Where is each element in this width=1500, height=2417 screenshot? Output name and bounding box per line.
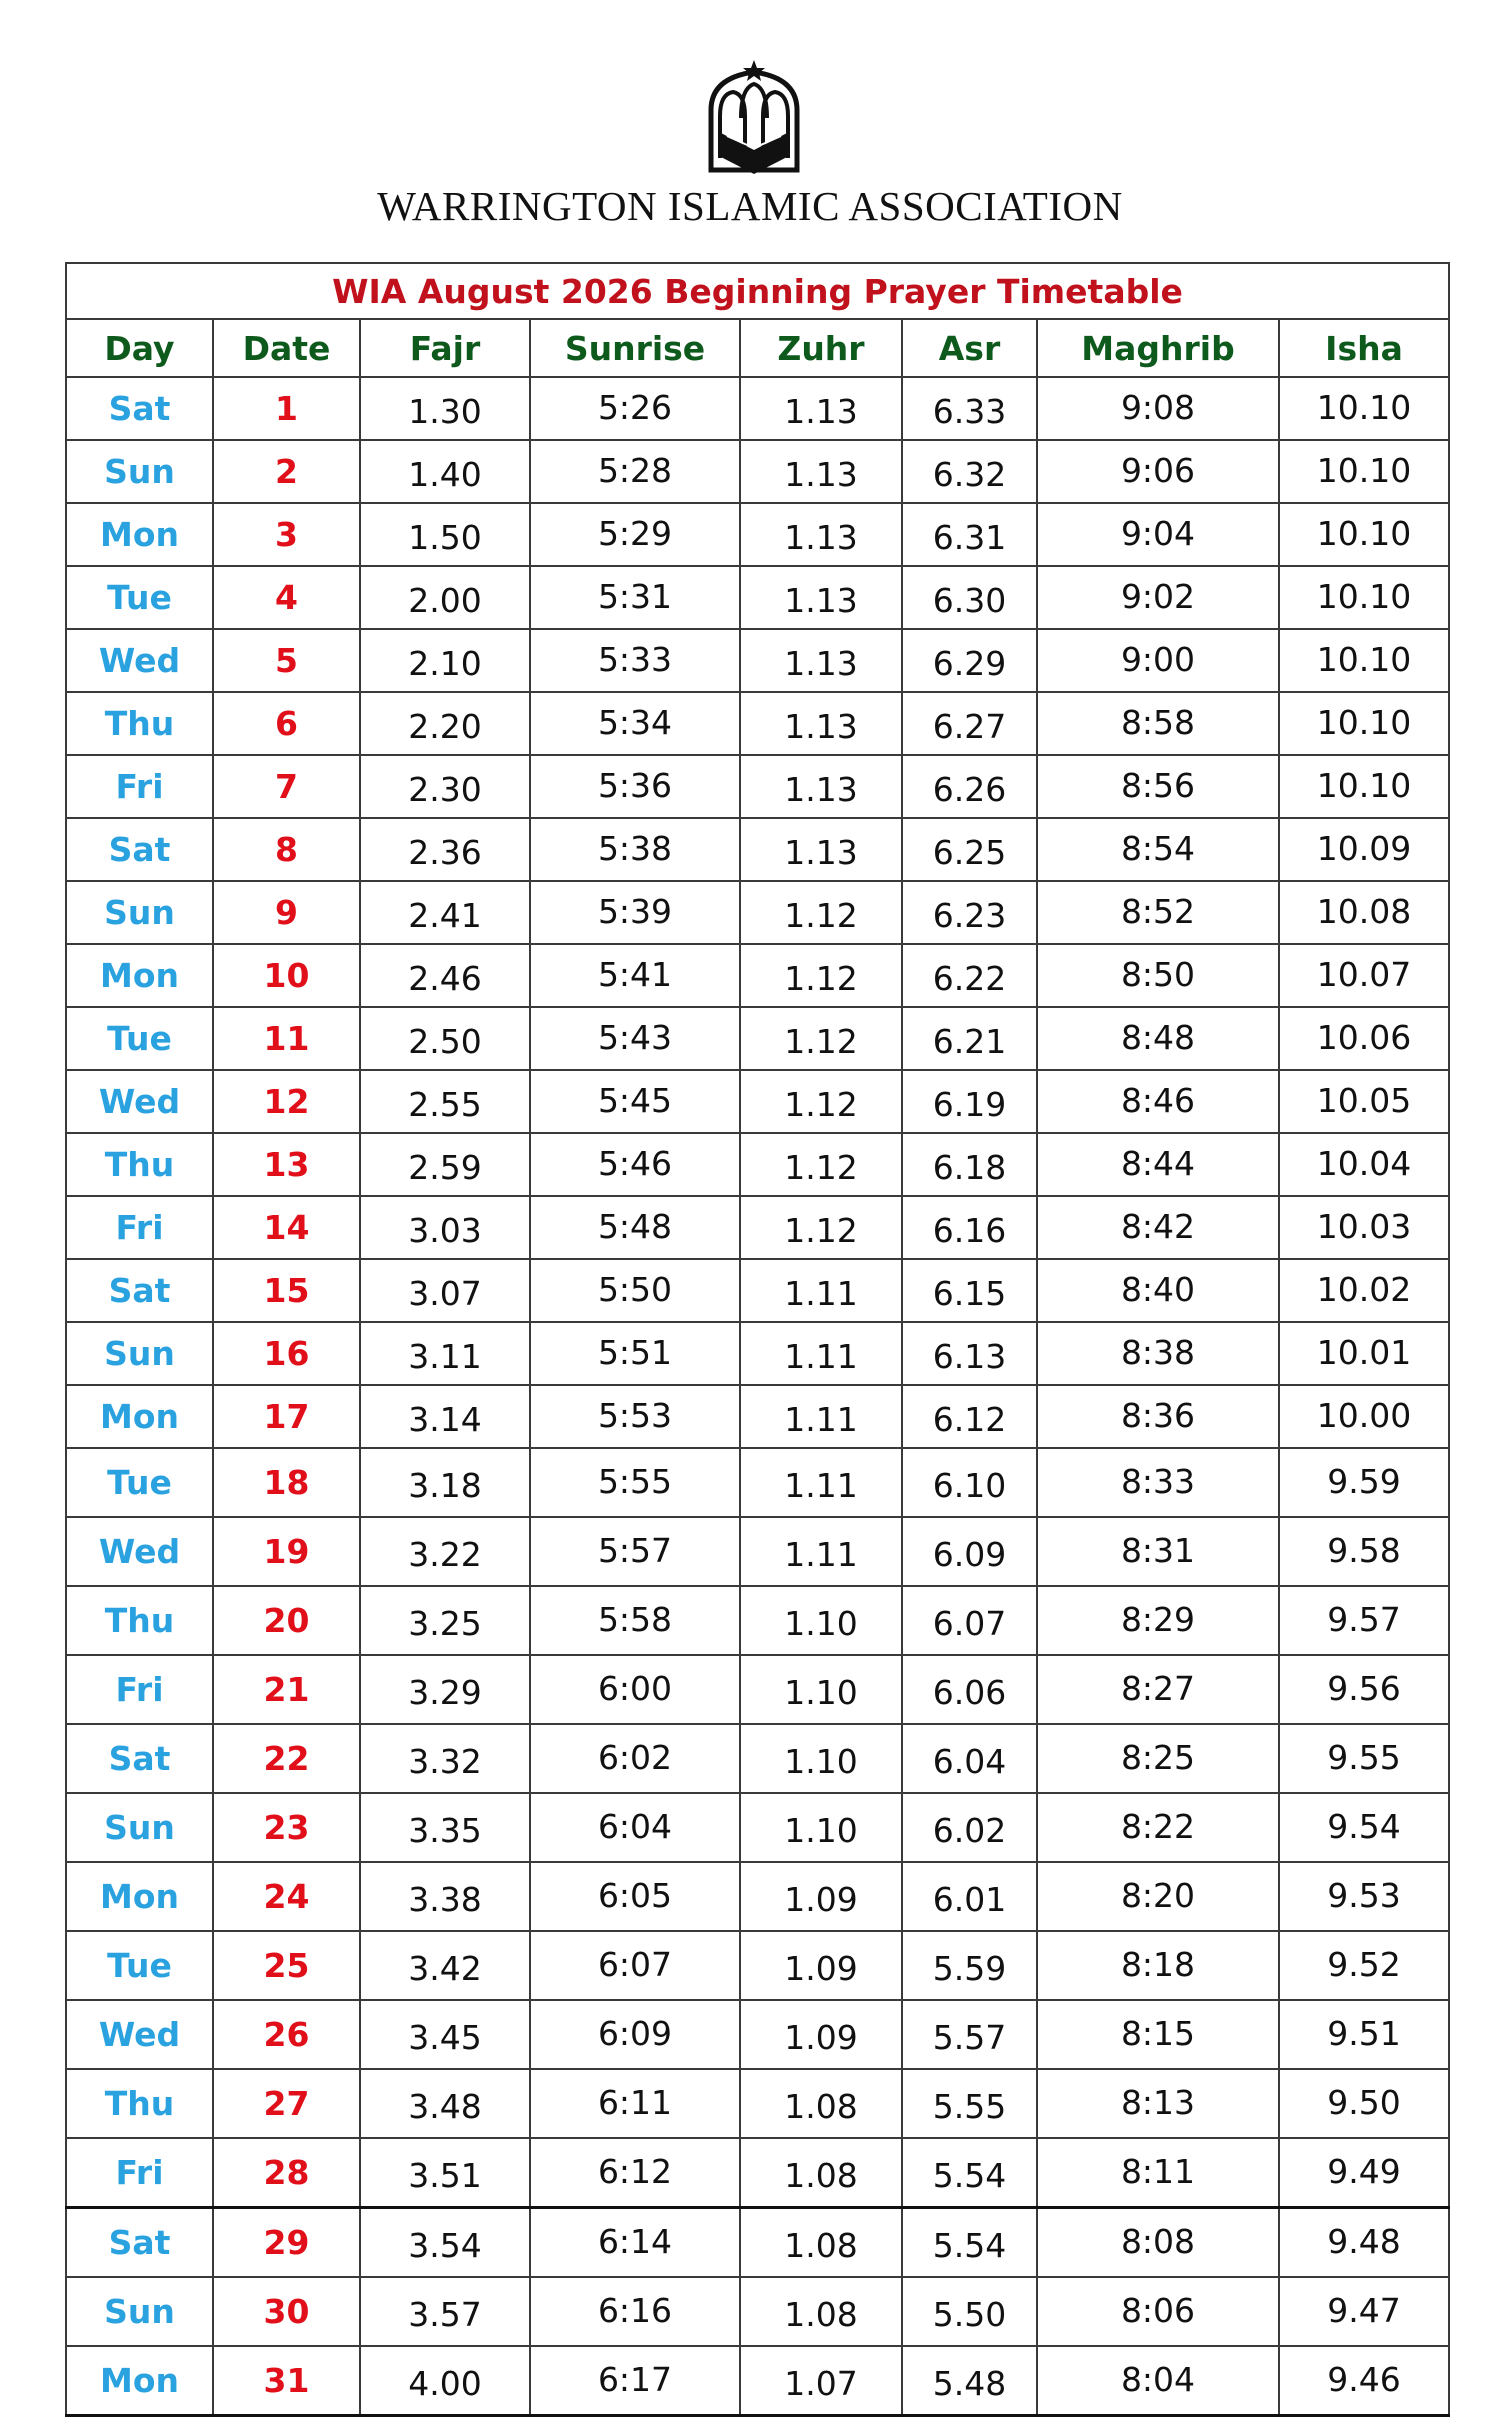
maghrib-cell: 9:02 [1037, 566, 1279, 629]
zuhr-cell: 1.12 [740, 1133, 902, 1196]
date-cell: 11 [213, 1007, 360, 1070]
day-cell: Fri [66, 2138, 213, 2208]
maghrib-cell: 8:58 [1037, 692, 1279, 755]
day-cell: Sat [66, 1724, 213, 1793]
isha-cell: 10.10 [1279, 440, 1449, 503]
maghrib-cell: 8:54 [1037, 818, 1279, 881]
fajr-cell: 3.48 [360, 2069, 530, 2138]
date-cell: 18 [213, 1448, 360, 1517]
fajr-cell: 3.03 [360, 1196, 530, 1259]
day-cell: Tue [66, 1448, 213, 1517]
sunrise-cell: 5:51 [530, 1322, 740, 1385]
isha-cell: 10.10 [1279, 692, 1449, 755]
isha-cell: 9.54 [1279, 1793, 1449, 1862]
table-row [66, 1259, 1449, 1322]
isha-cell: 10.03 [1279, 1196, 1449, 1259]
zuhr-cell: 1.13 [740, 566, 902, 629]
date-cell: 27 [213, 2069, 360, 2138]
day-cell: Wed [66, 2000, 213, 2069]
isha-cell: 9.58 [1279, 1517, 1449, 1586]
table-row [66, 818, 1449, 881]
day-cell: Thu [66, 692, 213, 755]
fajr-cell: 1.40 [360, 440, 530, 503]
zuhr-cell: 1.10 [740, 1586, 902, 1655]
table-row [66, 377, 1449, 440]
sunrise-cell: 5:50 [530, 1259, 740, 1322]
maghrib-cell: 8:50 [1037, 944, 1279, 1007]
sunrise-cell: 6:12 [530, 2138, 740, 2208]
isha-cell: 9.48 [1279, 2208, 1449, 2278]
sunrise-cell: 5:31 [530, 566, 740, 629]
sunrise-cell: 5:41 [530, 944, 740, 1007]
table-row [66, 2277, 1449, 2346]
date-cell: 22 [213, 1724, 360, 1793]
fajr-cell: 3.07 [360, 1259, 530, 1322]
fajr-cell: 2.20 [360, 692, 530, 755]
fajr-cell: 3.42 [360, 1931, 530, 2000]
day-cell: Mon [66, 1385, 213, 1448]
sunrise-cell: 5:55 [530, 1448, 740, 1517]
maghrib-cell: 8:04 [1037, 2346, 1279, 2416]
fajr-cell: 2.50 [360, 1007, 530, 1070]
table-row [66, 2069, 1449, 2138]
sunrise-cell: 5:34 [530, 692, 740, 755]
sunrise-cell: 6:04 [530, 1793, 740, 1862]
zuhr-cell: 1.13 [740, 818, 902, 881]
column-header-sunrise: Sunrise [530, 319, 740, 377]
date-cell: 25 [213, 1931, 360, 2000]
fajr-cell: 3.54 [360, 2208, 530, 2278]
fajr-cell: 3.14 [360, 1385, 530, 1448]
day-cell: Wed [66, 1517, 213, 1586]
maghrib-cell: 9:06 [1037, 440, 1279, 503]
date-cell: 14 [213, 1196, 360, 1259]
zuhr-cell: 1.08 [740, 2069, 902, 2138]
maghrib-cell: 8:29 [1037, 1586, 1279, 1655]
day-cell: Sun [66, 881, 213, 944]
table-row [66, 1655, 1449, 1724]
column-header-isha: Isha [1279, 319, 1449, 377]
isha-cell: 10.06 [1279, 1007, 1449, 1070]
day-cell: Fri [66, 1196, 213, 1259]
sunrise-cell: 6:16 [530, 2277, 740, 2346]
zuhr-cell: 1.10 [740, 1655, 902, 1724]
table-row [66, 1862, 1449, 1931]
maghrib-cell: 8:08 [1037, 2208, 1279, 2278]
column-header-day: Day [66, 319, 213, 377]
asr-cell: 6.01 [902, 1862, 1037, 1931]
asr-cell: 6.10 [902, 1448, 1037, 1517]
zuhr-cell: 1.07 [740, 2346, 902, 2416]
sunrise-cell: 5:43 [530, 1007, 740, 1070]
date-cell: 13 [213, 1133, 360, 1196]
maghrib-cell: 8:36 [1037, 1385, 1279, 1448]
day-cell: Thu [66, 1133, 213, 1196]
date-cell: 5 [213, 629, 360, 692]
zuhr-cell: 1.13 [740, 377, 902, 440]
table-row [66, 629, 1449, 692]
date-cell: 6 [213, 692, 360, 755]
day-cell: Mon [66, 1862, 213, 1931]
day-cell: Tue [66, 566, 213, 629]
day-cell: Tue [66, 1007, 213, 1070]
asr-cell: 6.19 [902, 1070, 1037, 1133]
maghrib-cell: 8:22 [1037, 1793, 1279, 1862]
day-cell: Sat [66, 1259, 213, 1322]
asr-cell: 6.18 [902, 1133, 1037, 1196]
asr-cell: 6.13 [902, 1322, 1037, 1385]
sunrise-cell: 5:46 [530, 1133, 740, 1196]
fajr-cell: 2.00 [360, 566, 530, 629]
asr-cell: 6.25 [902, 818, 1037, 881]
isha-cell: 10.10 [1279, 503, 1449, 566]
date-cell: 16 [213, 1322, 360, 1385]
date-cell: 17 [213, 1385, 360, 1448]
table-row [66, 1385, 1449, 1448]
isha-cell: 9.56 [1279, 1655, 1449, 1724]
sunrise-cell: 5:58 [530, 1586, 740, 1655]
table-row [66, 1007, 1449, 1070]
table-row [66, 692, 1449, 755]
organization-name: WARRINGTON ISLAMIC ASSOCIATION [377, 183, 1123, 229]
isha-cell: 10.02 [1279, 1259, 1449, 1322]
sunrise-cell: 6:02 [530, 1724, 740, 1793]
fajr-cell: 3.51 [360, 2138, 530, 2208]
table-row [66, 1586, 1449, 1655]
zuhr-cell: 1.12 [740, 1196, 902, 1259]
table-row [66, 2000, 1449, 2069]
date-cell: 8 [213, 818, 360, 881]
table-row [66, 1931, 1449, 2000]
day-cell: Fri [66, 755, 213, 818]
sunrise-cell: 5:28 [530, 440, 740, 503]
fajr-cell: 3.11 [360, 1322, 530, 1385]
date-cell: 3 [213, 503, 360, 566]
maghrib-cell: 8:18 [1037, 1931, 1279, 2000]
day-cell: Mon [66, 503, 213, 566]
asr-cell: 6.32 [902, 440, 1037, 503]
table-row [66, 1724, 1449, 1793]
asr-cell: 6.07 [902, 1586, 1037, 1655]
asr-cell: 6.06 [902, 1655, 1037, 1724]
zuhr-cell: 1.12 [740, 1007, 902, 1070]
asr-cell: 5.54 [902, 2208, 1037, 2278]
fajr-cell: 1.50 [360, 503, 530, 566]
asr-cell: 6.09 [902, 1517, 1037, 1586]
isha-cell: 9.59 [1279, 1448, 1449, 1517]
table-row [66, 1133, 1449, 1196]
table-row [66, 1196, 1449, 1259]
sunrise-cell: 6:09 [530, 2000, 740, 2069]
fajr-cell: 2.30 [360, 755, 530, 818]
day-cell: Sun [66, 1793, 213, 1862]
date-cell: 30 [213, 2277, 360, 2346]
day-cell: Wed [66, 629, 213, 692]
date-cell: 26 [213, 2000, 360, 2069]
maghrib-cell: 8:15 [1037, 2000, 1279, 2069]
isha-cell: 9.51 [1279, 2000, 1449, 2069]
table-row [66, 944, 1449, 1007]
isha-cell: 10.04 [1279, 1133, 1449, 1196]
date-cell: 2 [213, 440, 360, 503]
maghrib-cell: 8:33 [1037, 1448, 1279, 1517]
isha-cell: 9.52 [1279, 1931, 1449, 2000]
day-cell: Sun [66, 440, 213, 503]
date-cell: 21 [213, 1655, 360, 1724]
maghrib-cell: 8:48 [1037, 1007, 1279, 1070]
asr-cell: 5.55 [902, 2069, 1037, 2138]
mosque-book-icon [705, 58, 803, 178]
sunrise-cell: 6:05 [530, 1862, 740, 1931]
maghrib-cell: 9:00 [1037, 629, 1279, 692]
table-row [66, 1448, 1449, 1517]
column-header-maghrib: Maghrib [1037, 319, 1279, 377]
date-cell: 1 [213, 377, 360, 440]
asr-cell: 5.59 [902, 1931, 1037, 2000]
date-cell: 9 [213, 881, 360, 944]
isha-cell: 10.08 [1279, 881, 1449, 944]
zuhr-cell: 1.09 [740, 2000, 902, 2069]
date-cell: 29 [213, 2208, 360, 2278]
table-row [66, 2208, 1449, 2278]
zuhr-cell: 1.08 [740, 2277, 902, 2346]
fajr-cell: 3.18 [360, 1448, 530, 1517]
zuhr-cell: 1.12 [740, 881, 902, 944]
date-cell: 19 [213, 1517, 360, 1586]
zuhr-cell: 1.12 [740, 944, 902, 1007]
zuhr-cell: 1.09 [740, 1862, 902, 1931]
sunrise-cell: 5:26 [530, 377, 740, 440]
zuhr-cell: 1.13 [740, 692, 902, 755]
zuhr-cell: 1.13 [740, 629, 902, 692]
asr-cell: 6.12 [902, 1385, 1037, 1448]
zuhr-cell: 1.11 [740, 1322, 902, 1385]
fajr-cell: 2.41 [360, 881, 530, 944]
asr-cell: 6.23 [902, 881, 1037, 944]
fajr-cell: 2.36 [360, 818, 530, 881]
isha-cell: 9.53 [1279, 1862, 1449, 1931]
day-cell: Sat [66, 818, 213, 881]
isha-cell: 9.49 [1279, 2138, 1449, 2208]
table-row [66, 2346, 1449, 2416]
fajr-cell: 1.30 [360, 377, 530, 440]
fajr-cell: 3.38 [360, 1862, 530, 1931]
zuhr-cell: 1.08 [740, 2138, 902, 2208]
isha-cell: 10.10 [1279, 629, 1449, 692]
fajr-cell: 2.46 [360, 944, 530, 1007]
asr-cell: 6.27 [902, 692, 1037, 755]
column-header-date: Date [213, 319, 360, 377]
asr-cell: 6.15 [902, 1259, 1037, 1322]
asr-cell: 6.33 [902, 377, 1037, 440]
fajr-cell: 2.10 [360, 629, 530, 692]
fajr-cell: 3.29 [360, 1655, 530, 1724]
day-cell: Sat [66, 2208, 213, 2278]
maghrib-cell: 8:40 [1037, 1259, 1279, 1322]
isha-cell: 10.10 [1279, 377, 1449, 440]
fajr-cell: 4.00 [360, 2346, 530, 2416]
table-row [66, 1793, 1449, 1862]
day-cell: Thu [66, 1586, 213, 1655]
asr-cell: 6.31 [902, 503, 1037, 566]
isha-cell: 9.47 [1279, 2277, 1449, 2346]
sunrise-cell: 6:00 [530, 1655, 740, 1724]
maghrib-cell: 8:31 [1037, 1517, 1279, 1586]
zuhr-cell: 1.10 [740, 1724, 902, 1793]
maghrib-cell: 8:25 [1037, 1724, 1279, 1793]
maghrib-cell: 8:42 [1037, 1196, 1279, 1259]
fajr-cell: 3.32 [360, 1724, 530, 1793]
maghrib-cell: 8:52 [1037, 881, 1279, 944]
fajr-cell: 3.57 [360, 2277, 530, 2346]
maghrib-cell: 8:46 [1037, 1070, 1279, 1133]
date-cell: 4 [213, 566, 360, 629]
isha-cell: 9.46 [1279, 2346, 1449, 2416]
table-row [66, 755, 1449, 818]
date-cell: 23 [213, 1793, 360, 1862]
asr-cell: 6.21 [902, 1007, 1037, 1070]
zuhr-cell: 1.11 [740, 1448, 902, 1517]
zuhr-cell: 1.13 [740, 503, 902, 566]
date-cell: 12 [213, 1070, 360, 1133]
prayer-timetable [65, 262, 1450, 2417]
sunrise-cell: 5:45 [530, 1070, 740, 1133]
zuhr-cell: 1.12 [740, 1070, 902, 1133]
date-cell: 10 [213, 944, 360, 1007]
maghrib-cell: 8:20 [1037, 1862, 1279, 1931]
isha-cell: 10.09 [1279, 818, 1449, 881]
fajr-cell: 2.55 [360, 1070, 530, 1133]
maghrib-cell: 9:08 [1037, 377, 1279, 440]
day-cell: Wed [66, 1070, 213, 1133]
table-row [66, 881, 1449, 944]
table-row [66, 440, 1449, 503]
column-header-fajr: Fajr [360, 319, 530, 377]
zuhr-cell: 1.11 [740, 1259, 902, 1322]
maghrib-cell: 8:56 [1037, 755, 1279, 818]
zuhr-cell: 1.11 [740, 1385, 902, 1448]
timetable-body [66, 377, 1449, 2416]
column-header-row [66, 319, 1449, 377]
day-cell: Thu [66, 2069, 213, 2138]
fajr-cell: 3.35 [360, 1793, 530, 1862]
sunrise-cell: 5:53 [530, 1385, 740, 1448]
asr-cell: 6.04 [902, 1724, 1037, 1793]
asr-cell: 6.16 [902, 1196, 1037, 1259]
day-cell: Sun [66, 1322, 213, 1385]
fajr-cell: 3.25 [360, 1586, 530, 1655]
asr-cell: 5.48 [902, 2346, 1037, 2416]
isha-cell: 10.00 [1279, 1385, 1449, 1448]
fajr-cell: 3.45 [360, 2000, 530, 2069]
sunrise-cell: 5:38 [530, 818, 740, 881]
sunrise-cell: 5:39 [530, 881, 740, 944]
sunrise-cell: 5:33 [530, 629, 740, 692]
sunrise-cell: 5:57 [530, 1517, 740, 1586]
zuhr-cell: 1.10 [740, 1793, 902, 1862]
sunrise-cell: 6:17 [530, 2346, 740, 2416]
day-cell: Tue [66, 1931, 213, 2000]
sunrise-cell: 5:36 [530, 755, 740, 818]
zuhr-cell: 1.11 [740, 1517, 902, 1586]
zuhr-cell: 1.08 [740, 2208, 902, 2278]
zuhr-cell: 1.13 [740, 755, 902, 818]
isha-cell: 10.07 [1279, 944, 1449, 1007]
fajr-cell: 3.22 [360, 1517, 530, 1586]
maghrib-cell: 9:04 [1037, 503, 1279, 566]
date-cell: 31 [213, 2346, 360, 2416]
day-cell: Mon [66, 944, 213, 1007]
column-header-zuhr: Zuhr [740, 319, 902, 377]
sunrise-cell: 6:11 [530, 2069, 740, 2138]
sunrise-cell: 6:07 [530, 1931, 740, 2000]
day-cell: Fri [66, 1655, 213, 1724]
day-cell: Sat [66, 377, 213, 440]
maghrib-cell: 8:06 [1037, 2277, 1279, 2346]
isha-cell: 10.10 [1279, 566, 1449, 629]
maghrib-cell: 8:13 [1037, 2069, 1279, 2138]
zuhr-cell: 1.13 [740, 440, 902, 503]
timetable-title: WIA August 2026 Beginning Prayer Timetable [66, 263, 1449, 319]
date-cell: 24 [213, 1862, 360, 1931]
asr-cell: 6.29 [902, 629, 1037, 692]
isha-cell: 10.05 [1279, 1070, 1449, 1133]
day-cell: Mon [66, 2346, 213, 2416]
isha-cell: 10.10 [1279, 755, 1449, 818]
table-row [66, 1322, 1449, 1385]
asr-cell: 6.26 [902, 755, 1037, 818]
maghrib-cell: 8:27 [1037, 1655, 1279, 1724]
isha-cell: 10.01 [1279, 1322, 1449, 1385]
table-row [66, 2138, 1449, 2208]
date-cell: 20 [213, 1586, 360, 1655]
table-row [66, 503, 1449, 566]
table-row [66, 1070, 1449, 1133]
date-cell: 28 [213, 2138, 360, 2208]
date-cell: 15 [213, 1259, 360, 1322]
asr-cell: 6.22 [902, 944, 1037, 1007]
sunrise-cell: 5:29 [530, 503, 740, 566]
day-cell: Sun [66, 2277, 213, 2346]
asr-cell: 5.50 [902, 2277, 1037, 2346]
maghrib-cell: 8:44 [1037, 1133, 1279, 1196]
table-row [66, 1517, 1449, 1586]
zuhr-cell: 1.09 [740, 1931, 902, 2000]
table-row [66, 566, 1449, 629]
column-header-asr: Asr [902, 319, 1037, 377]
isha-cell: 9.55 [1279, 1724, 1449, 1793]
asr-cell: 5.54 [902, 2138, 1037, 2208]
maghrib-cell: 8:11 [1037, 2138, 1279, 2208]
date-cell: 7 [213, 755, 360, 818]
isha-cell: 9.50 [1279, 2069, 1449, 2138]
asr-cell: 6.30 [902, 566, 1037, 629]
sunrise-cell: 5:48 [530, 1196, 740, 1259]
asr-cell: 5.57 [902, 2000, 1037, 2069]
asr-cell: 6.02 [902, 1793, 1037, 1862]
maghrib-cell: 8:38 [1037, 1322, 1279, 1385]
fajr-cell: 2.59 [360, 1133, 530, 1196]
isha-cell: 9.57 [1279, 1586, 1449, 1655]
sunrise-cell: 6:14 [530, 2208, 740, 2278]
